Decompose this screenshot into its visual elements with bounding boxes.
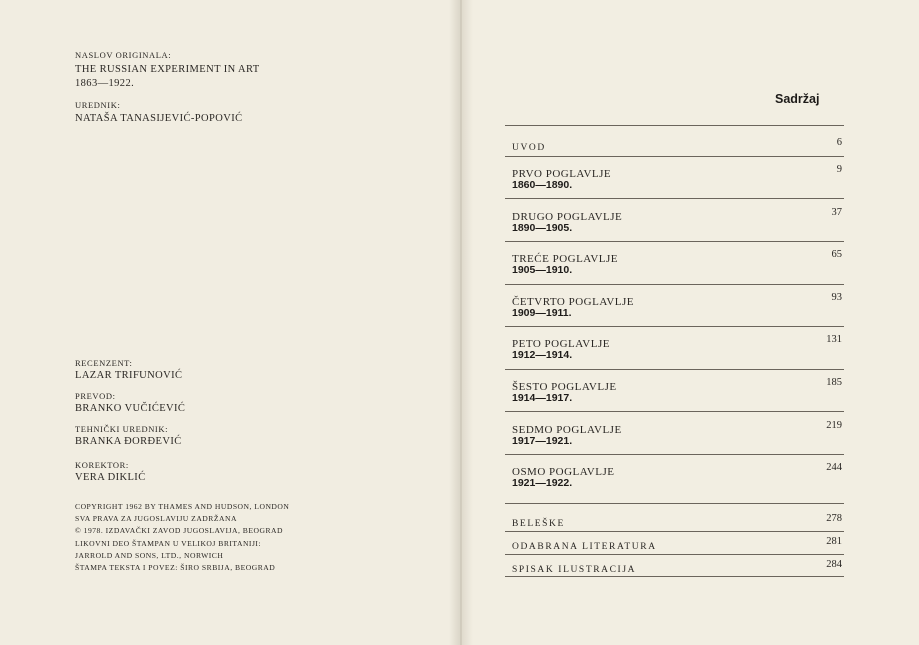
toc-entry-page: 281 <box>826 536 842 547</box>
toc-entry-years: 1905—1910. <box>512 264 573 276</box>
copyright-line: SVA PRAVA ZA JUGOSLAVIJU ZADRŽANA <box>75 514 237 524</box>
toc-divider <box>505 241 844 242</box>
toc-title: Sadržaj <box>775 92 820 106</box>
toc-entry-page: 93 <box>831 292 842 303</box>
toc-entry-page: 219 <box>826 420 842 431</box>
toc-divider <box>505 576 844 577</box>
toc-divider <box>505 125 844 126</box>
copyright-line: JARROLD AND SONS, LTD., NORWICH <box>75 550 224 560</box>
copyright-block <box>75 501 415 574</box>
toc-divider <box>505 531 844 532</box>
toc-entry-label: ODABRANA LITERATURA <box>512 542 657 552</box>
book-gutter-shadow <box>449 0 473 645</box>
toc-entry-label: PRVO POGLAVLJE <box>512 168 612 180</box>
toc-entry-years: 1921—1922. <box>512 477 573 489</box>
editor-name: NATAŠA TANASIJEVIĆ-POPOVIĆ <box>75 113 243 124</box>
toc-divider <box>505 284 844 285</box>
toc-entry-label: OSMO POGLAVLJE <box>512 466 615 478</box>
original-title-line1: THE RUSSIAN EXPERIMENT IN ART <box>75 64 260 75</box>
translation-block <box>75 391 375 416</box>
tech-editor-name: BRANKA ĐORĐEVIĆ <box>75 436 182 447</box>
toc-entry-page: 131 <box>826 334 842 345</box>
original-title-caption: NASLOV ORIGINALA: <box>75 50 172 60</box>
toc-divider <box>505 554 844 555</box>
proofreader-name: VERA DIKLIĆ <box>75 472 146 483</box>
toc-divider <box>505 369 844 370</box>
toc-entry-years: 1860—1890. <box>512 179 573 191</box>
tech-editor-block <box>75 424 375 449</box>
toc-entry-label: ČETVRTO POGLAVLJE <box>512 296 635 308</box>
toc-entry-years: 1917—1921. <box>512 435 573 447</box>
translation-caption: PREVOD: <box>75 391 116 401</box>
copyright-line: © 1978. IZDAVAČKI ZAVOD JUGOSLAVIJA, BEOGRAD <box>75 526 283 536</box>
proofreader-caption: KOREKTOR: <box>75 460 129 470</box>
toc-divider <box>505 454 844 455</box>
toc-entry-page: 278 <box>826 513 842 524</box>
toc-divider <box>505 503 844 504</box>
toc-entry-label: SEDMO POGLAVLJE <box>512 424 622 436</box>
reviewer-name: LAZAR TRIFUNOVIĆ <box>75 370 183 381</box>
reviewer-block <box>75 358 375 383</box>
toc-entry-page: 244 <box>826 462 842 473</box>
left-page <box>0 0 459 645</box>
toc-entry-years: 1909—1911. <box>512 307 572 319</box>
copyright-line: LIKOVNI DEO ŠTAMPAN U VELIKOJ BRITANIJI: <box>75 538 262 548</box>
toc-divider <box>505 198 844 199</box>
toc-entry-years: 1890—1905. <box>512 222 573 234</box>
editor-block <box>75 100 375 126</box>
toc-entry-label: DRUGO POGLAVLJE <box>512 211 623 223</box>
original-title-line2: 1863—1922. <box>75 78 135 89</box>
toc-entry-label: TREĆE POGLAVLJE <box>512 253 618 265</box>
toc-entry-page: 9 <box>836 164 842 175</box>
copyright-line: ŠTAMPA TEKSTA I POVEZ: ŠIRO SRBIJA, BEOGRAD <box>75 563 276 573</box>
toc-divider <box>505 326 844 327</box>
toc-entry-label: PETO POGLAVLJE <box>512 338 610 350</box>
toc-entry-label: ŠESTO POGLAVLJE <box>512 381 617 393</box>
toc-entry-page: 185 <box>826 377 842 388</box>
toc-entry-label: SPISAK ILUSTRACIJA <box>512 565 637 575</box>
toc-entry-page: 37 <box>831 207 842 218</box>
toc-entry-label: UVOD <box>512 143 546 153</box>
toc-entry-years: 1912—1914. <box>512 349 573 361</box>
editor-caption: UREDNIK: <box>75 100 121 110</box>
reviewer-caption: RECENZENT: <box>75 358 133 368</box>
tech-editor-caption: TEHNIČKI UREDNIK: <box>75 424 169 434</box>
original-title-block <box>75 50 375 91</box>
toc-entry-years: 1914—1917. <box>512 392 573 404</box>
toc-entry-page: 284 <box>826 559 842 570</box>
toc-entry-page: 6 <box>836 137 842 148</box>
copyright-line: COPYRIGHT 1962 BY THAMES AND HUDSON, LONDON <box>75 502 290 511</box>
toc-entry-label: BELEŠKE <box>512 519 565 529</box>
toc-entry-page: 65 <box>831 249 842 260</box>
proofreader-block <box>75 460 375 485</box>
toc-divider <box>505 411 844 412</box>
toc-divider <box>505 156 844 157</box>
translation-name: BRANKO VUČIĆEVIĆ <box>75 403 186 414</box>
